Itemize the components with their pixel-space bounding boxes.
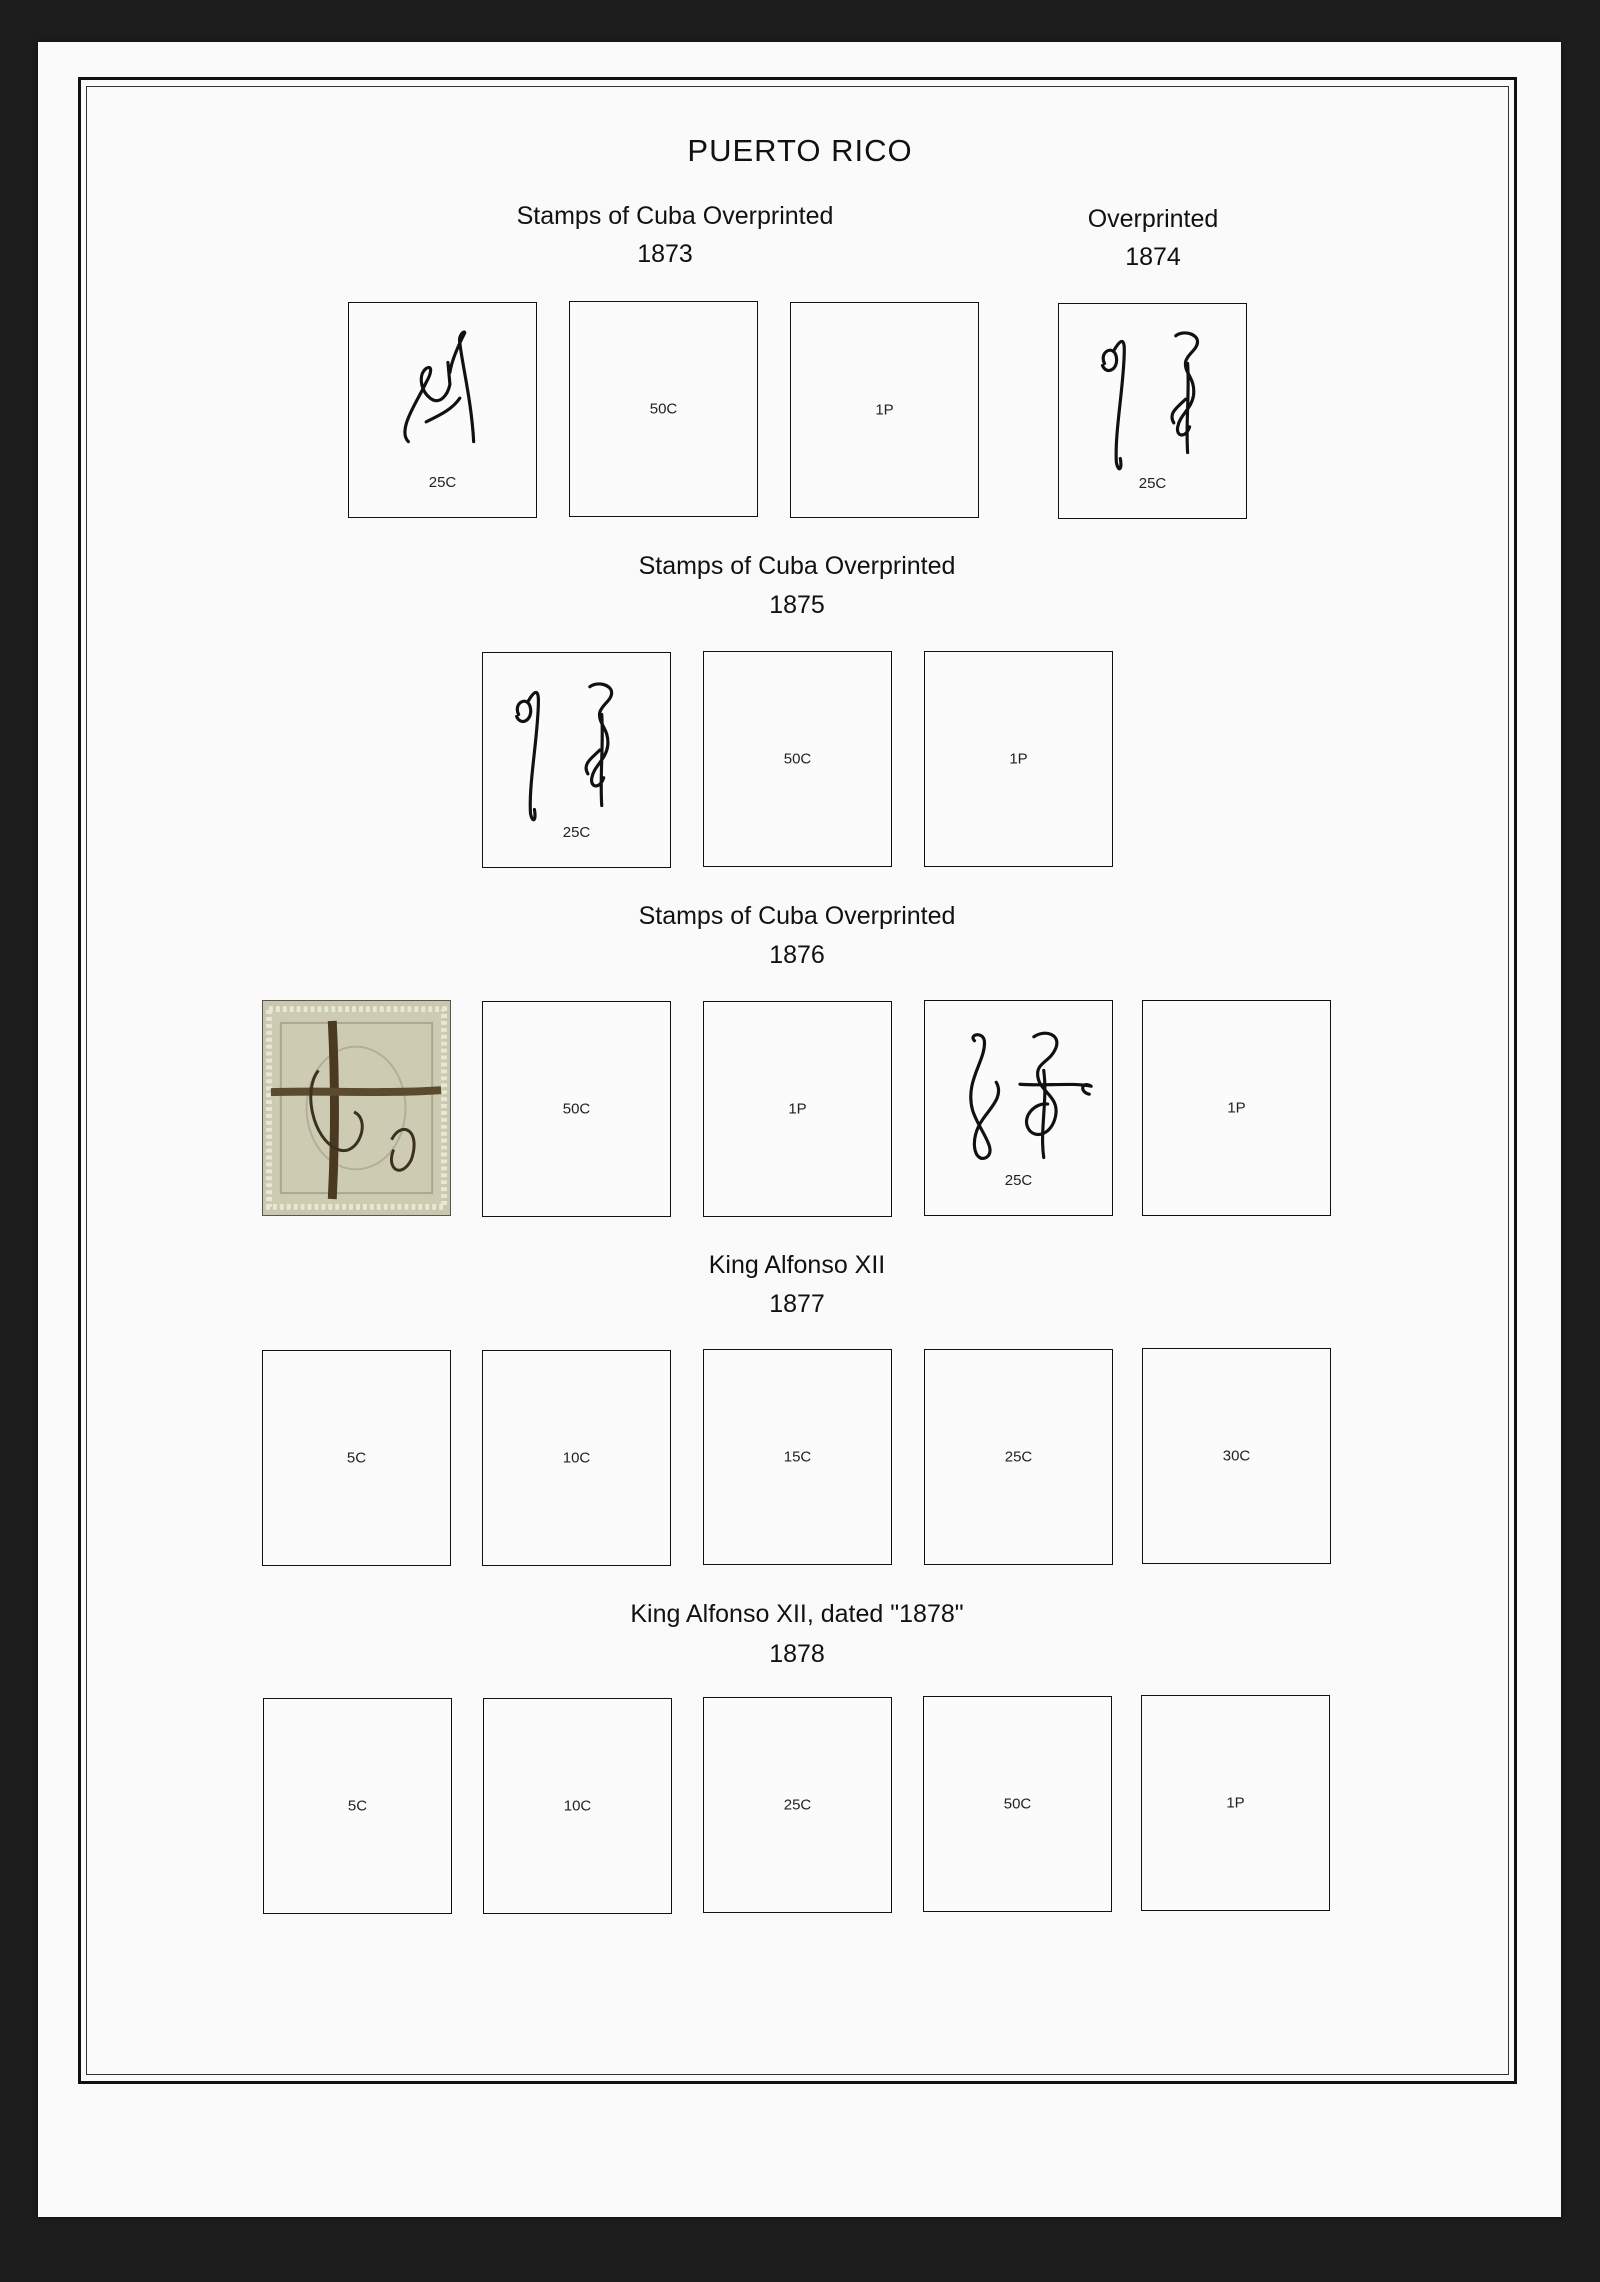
section-year-1876: 1876 (769, 941, 825, 969)
section-heading-1877: King Alfonso XII (708, 1251, 886, 1279)
stamp-space (703, 651, 892, 867)
stamp-value-label: 1P (788, 1100, 807, 1118)
stamp-value-label: 10C (563, 1797, 592, 1815)
stamp-space (1141, 1695, 1330, 1911)
stamp-value-label: 10C (562, 1449, 591, 1467)
stamp-space (703, 1697, 892, 1913)
section-year-1877: 1877 (769, 1290, 825, 1318)
stamp-space (1142, 1000, 1331, 1216)
stamp-value-label: 1P (1009, 750, 1028, 768)
stamp-value-label: 50C (649, 400, 678, 418)
stamp-space (703, 1349, 892, 1565)
stamp-space (569, 301, 758, 517)
stamp-value-label: 25C (1004, 1172, 1033, 1189)
stamp-space (482, 1350, 671, 1566)
stamp-space (703, 1001, 892, 1217)
stamp-value-label: 25C (1138, 475, 1167, 492)
stamp-space (482, 652, 671, 868)
stamp-value-label: 15C (783, 1448, 812, 1466)
stamp-space (263, 1698, 452, 1914)
stamp-value-label: 5C (347, 1797, 368, 1815)
stamp-space (923, 1696, 1112, 1912)
section-year-1874: 1874 (1125, 243, 1181, 271)
stamp-space (924, 1000, 1113, 1216)
stamp-space (348, 302, 537, 518)
stamp-value-label: 50C (1003, 1795, 1032, 1813)
stamp-space (482, 1001, 671, 1217)
mounted-stamp (262, 1000, 451, 1216)
section-year-1873: 1873 (637, 240, 693, 268)
stamp-value-label: 50C (783, 750, 812, 768)
section-year-1878: 1878 (769, 1640, 825, 1668)
stamp-value-label: 1P (875, 401, 894, 419)
stamp-space (1058, 303, 1247, 519)
section-heading-1876: Stamps of Cuba Overprinted (638, 902, 956, 930)
stamp-space (924, 651, 1113, 867)
stamp-space (790, 302, 979, 518)
stamp-value-label: 30C (1222, 1447, 1251, 1465)
stamp-value-label: 50C (562, 1100, 591, 1118)
section-heading-1873: Stamps of Cuba Overprinted (516, 202, 834, 230)
stamp-value-label: 25C (428, 474, 457, 491)
section-heading-1874: Overprinted (1087, 205, 1219, 233)
stamp-value-label: 25C (1004, 1448, 1033, 1466)
stamp-space (1142, 1348, 1331, 1564)
stamp-space (262, 1350, 451, 1566)
stamp-value-label: 1P (1226, 1794, 1245, 1812)
section-year-1875: 1875 (769, 591, 825, 619)
page-title: PUERTO RICO (687, 133, 913, 168)
stamp-space (483, 1698, 672, 1914)
stamp-space (924, 1349, 1113, 1565)
section-heading-1875: Stamps of Cuba Overprinted (638, 552, 956, 580)
stamp-value-label: 1P (1227, 1099, 1246, 1117)
section-heading-1878: King Alfonso XII, dated "1878" (630, 1600, 964, 1628)
cancelled-stamp-icon (263, 1001, 450, 1215)
stamp-value-label: 25C (562, 824, 591, 841)
stamp-value-label: 25C (783, 1796, 812, 1814)
stamp-value-label: 5C (346, 1449, 367, 1467)
